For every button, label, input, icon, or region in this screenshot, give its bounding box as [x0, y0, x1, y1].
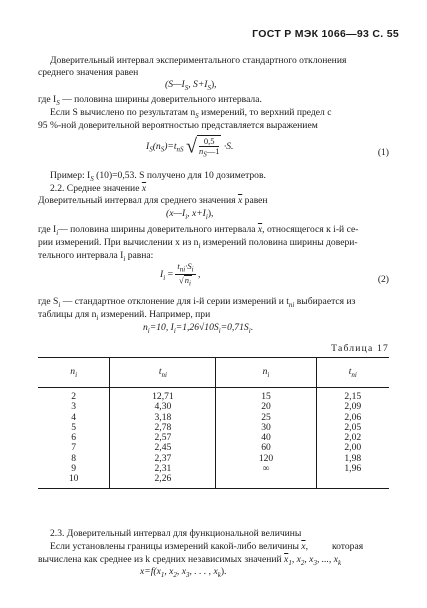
fraction: [175, 262, 195, 287]
formula-part: $\overline{x}$: [257, 224, 263, 235]
formula-part: I: [146, 140, 150, 152]
subscript: i: [75, 370, 78, 379]
subscript: i: [123, 254, 126, 263]
subscript: S: [195, 111, 199, 120]
text: — половина ширины доверительного интервала.: [62, 94, 262, 105]
formula-part: )=t: [164, 140, 177, 152]
table-cell: 2,00: [316, 443, 389, 453]
formula-part: ),: [210, 79, 217, 90]
text: среднего значения равен: [38, 67, 139, 78]
table-row: [38, 423, 389, 433]
table-cell: 2,37: [110, 454, 216, 464]
formula-part: ·S.: [223, 140, 234, 152]
subscript: i: [205, 212, 208, 221]
subscript: S: [149, 145, 153, 154]
subscript: 2: [300, 558, 305, 567]
table-cell: 2,57: [110, 433, 216, 443]
text: измерений половина ширины довери-: [200, 237, 358, 248]
formula-part: =: [167, 268, 173, 280]
subscript: i: [185, 212, 188, 221]
text-line: [50, 56, 346, 66]
formula-part: I: [160, 268, 164, 280]
text: где S: [38, 296, 59, 307]
subscript: S: [160, 145, 165, 154]
text: — половина ширины доверительного интервала: [58, 224, 258, 235]
text: (10)=0,53. S получено для 10 дозиметров.: [96, 170, 266, 181]
table-cell: 5: [71, 421, 77, 433]
fraction: [199, 137, 220, 158]
text: Доверительный интервал для среднего значения: [38, 195, 238, 206]
table-cell: 2,09: [316, 402, 389, 412]
formula-part: n: [198, 145, 204, 156]
page-header: ГОСТ Р МЭК 1066—93 С. 55: [252, 28, 399, 40]
table-cell: 2,45: [110, 443, 216, 453]
formula-part: ,: [197, 268, 201, 280]
equation-number: (1): [377, 147, 389, 158]
subscript: S: [203, 150, 207, 159]
text: Доверительный интервал экспериментального стандартного отклонения: [50, 55, 347, 66]
table-cell: 1,96: [316, 464, 389, 474]
text-line: [38, 121, 318, 131]
table-caption: Таблица 17: [331, 343, 389, 354]
table-header-row: [38, 358, 389, 388]
equation-2: [160, 262, 200, 287]
sqrt-body: [184, 275, 192, 288]
text-line: [38, 310, 210, 322]
table-cell: 1,98: [316, 454, 389, 464]
text: измерений, то верхний предел с: [201, 107, 332, 118]
table-cell: 3,18: [110, 413, 216, 423]
denominator: [175, 275, 195, 288]
table-cell: 2,78: [110, 423, 216, 433]
text: тельного интервала I: [38, 250, 124, 261]
table-row: [38, 474, 389, 488]
text: , которая: [305, 541, 364, 552]
t-distribution-table: [38, 357, 389, 489]
subscript: k: [338, 558, 342, 567]
text: таблицы для n: [38, 309, 97, 320]
table-cell: 60: [216, 443, 316, 453]
text: где I: [38, 94, 57, 105]
formula-part: , ..., x: [316, 554, 338, 565]
text-line: [38, 297, 355, 309]
table-cell: 12,71: [110, 388, 216, 403]
formula-part: =1,26√10S: [175, 322, 219, 333]
formula-part: (n: [152, 140, 161, 152]
sqrt-body: [197, 135, 222, 158]
subscript: i: [218, 326, 221, 335]
subscript: k: [217, 570, 221, 579]
text-line: [38, 95, 262, 107]
formula-part: $\overline{x}$: [237, 195, 243, 206]
subscript: i: [173, 326, 176, 335]
formula-part: (S—I: [165, 79, 185, 90]
subscript: i: [191, 265, 194, 274]
header-symbol: t: [348, 366, 352, 378]
formula-part: $\overline{x}$: [141, 183, 147, 194]
formula: [166, 209, 213, 221]
formula-part: , x: [164, 566, 174, 577]
table-row: [38, 388, 389, 403]
equation-1: [146, 135, 233, 158]
formula-part: , x: [304, 554, 314, 565]
subscript: S: [56, 98, 60, 107]
text: измерений. Например, при: [98, 309, 211, 320]
formula-part: , x: [176, 566, 186, 577]
subscript: S: [207, 83, 211, 92]
subscript: S: [90, 174, 94, 183]
text: рии измерений. При вычислении x из n: [38, 237, 199, 248]
subscript: i: [198, 241, 201, 250]
text: 95 %-ной доверительной вероятностью представляется выражением: [38, 120, 318, 131]
formula-part: , . . . , x: [189, 566, 218, 577]
table-cell: 2,26: [110, 474, 216, 488]
subscript: 1: [288, 558, 292, 567]
text: выбирается из: [294, 296, 356, 307]
formula-part: $\overline{x}$: [301, 541, 306, 552]
text-line: [50, 171, 266, 183]
subscript: 1: [160, 570, 165, 579]
formula-part: n: [143, 322, 148, 333]
table-cell: 2,02: [316, 433, 389, 443]
table-row: [38, 433, 389, 443]
text: равен: [242, 195, 268, 206]
table-row: [38, 454, 389, 464]
header-symbol: n: [70, 366, 76, 378]
subscript: i: [163, 273, 166, 282]
formula-part: , S+I: [188, 79, 208, 90]
formula-part: =0,71S: [220, 322, 249, 333]
table-row: [38, 464, 389, 474]
formula-part: ),: [207, 208, 214, 219]
table-cell: 7: [71, 442, 77, 454]
text: Если установлены границы измерений какой-либо величины: [50, 541, 302, 552]
subscript: i: [147, 326, 150, 335]
denominator: [199, 147, 220, 159]
table-cell: [216, 474, 316, 488]
table-cell: 2,06: [316, 413, 389, 423]
text-line: [38, 196, 268, 206]
table-row: [38, 402, 389, 412]
table-cell: 6: [71, 432, 77, 444]
text: равна:: [125, 250, 154, 261]
subscript: i: [248, 326, 251, 335]
text: 2.2. Среднее значение: [50, 183, 142, 194]
formula: [165, 80, 217, 92]
subscript: ni: [161, 370, 167, 379]
text-line: [38, 225, 358, 237]
table-cell: 9: [71, 463, 77, 475]
formula-part: ·S: [185, 261, 192, 271]
table-header-cell: [110, 358, 216, 388]
formula: [143, 323, 253, 335]
sqrt-icon: √: [185, 135, 197, 158]
table-cell: 10: [68, 473, 79, 485]
subscript: 3: [313, 558, 317, 567]
equation-number: (2): [377, 274, 389, 285]
table-cell: 15: [216, 388, 316, 403]
section-heading: [50, 184, 146, 194]
formula-part: n: [184, 274, 189, 285]
table-cell: ∞: [216, 464, 316, 474]
text-line: [38, 238, 358, 250]
text: Пример: I: [50, 170, 91, 181]
table-header-cell: [216, 358, 316, 388]
text: вычислена как среднее из k средних независимых значений: [38, 554, 285, 565]
text-line: [50, 542, 363, 552]
formula-part: , x+I: [187, 208, 206, 219]
subscript: i: [267, 370, 270, 379]
table-cell: 2,05: [316, 423, 389, 433]
text: 2.3. Доверительный интервал для функциональной величины: [50, 528, 302, 539]
subscript: ni: [179, 265, 186, 274]
table-cell: 2,31: [110, 464, 216, 474]
table-header-cell: [38, 358, 110, 388]
formula-part: (x—I: [166, 208, 186, 219]
text: — стандартное отклонение для i-й серии измерений и t: [60, 296, 289, 307]
subscript: 3: [185, 570, 190, 579]
table-cell: 20: [216, 402, 316, 412]
table-cell: 2: [71, 391, 77, 402]
sqrt-icon: √: [179, 274, 184, 285]
formula-part: =10, I: [149, 322, 174, 333]
formula-part: $\overline{x}$: [284, 554, 289, 565]
text: , относящегося к i-й се-: [262, 224, 359, 235]
table-cell: 120: [216, 454, 316, 464]
subscript: nS: [176, 145, 184, 154]
formula-part: .: [250, 322, 254, 333]
table-cell: 30: [216, 423, 316, 433]
subscript: S: [184, 83, 189, 92]
header-symbol: t: [158, 366, 162, 378]
numerator: 0,5: [199, 137, 220, 147]
numerator: [175, 262, 195, 275]
table-cell: 3: [71, 401, 77, 413]
subscript: i: [58, 300, 61, 309]
formula-part: ).: [220, 566, 227, 577]
text-line: [50, 108, 331, 120]
subscript: i: [56, 228, 59, 237]
text-line: [38, 68, 138, 78]
text-line: [38, 251, 153, 263]
table-cell: [316, 474, 389, 488]
subscript: 2: [173, 570, 177, 579]
table-cell: 8: [71, 452, 77, 464]
table-row: [38, 413, 389, 423]
subscript: i: [188, 279, 191, 288]
subscript: ni: [288, 300, 295, 309]
formula: [140, 567, 226, 579]
subscript: i: [96, 313, 99, 322]
formula-part: t: [177, 261, 180, 271]
table-row: [38, 443, 389, 453]
table-cell: 4: [71, 411, 77, 423]
text: Если S вычислено по результатам n: [50, 107, 196, 118]
text: где I: [38, 224, 57, 235]
table-cell: 40: [216, 433, 316, 443]
subscript: ni: [351, 370, 357, 379]
table-header-cell: [316, 358, 389, 388]
formula-part: —1: [206, 145, 220, 156]
header-symbol: n: [262, 366, 268, 378]
table-cell: 4,30: [110, 402, 216, 412]
table-cell: 25: [216, 413, 316, 423]
table-cell: 2,15: [316, 388, 389, 403]
section-heading: [50, 529, 301, 539]
formula-part: x=f(x: [140, 566, 161, 577]
formula-part: , x: [291, 554, 301, 565]
